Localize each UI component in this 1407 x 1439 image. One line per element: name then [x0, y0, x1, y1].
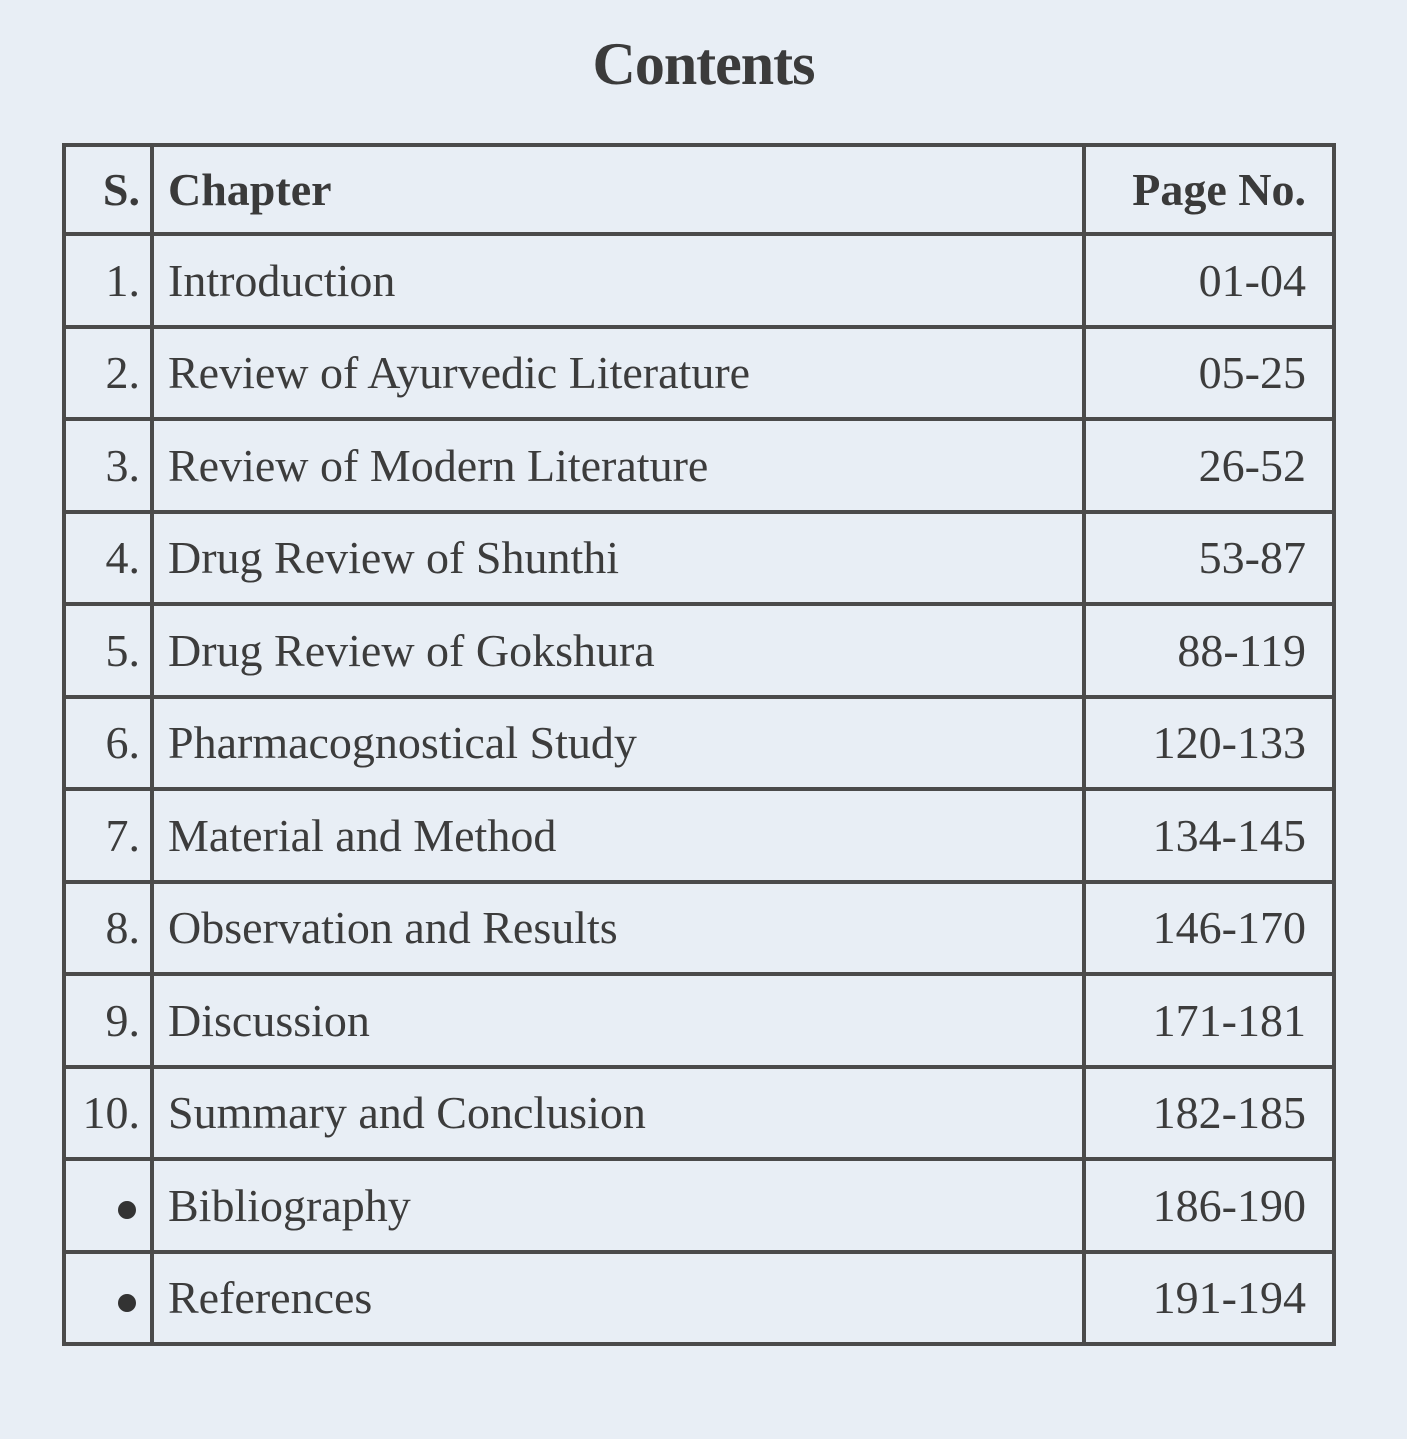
row-sno: 1.: [64, 234, 152, 327]
row-chapter: Introduction: [152, 234, 1084, 327]
row-chapter: Bibliography: [152, 1159, 1084, 1252]
header-page-no: Page No.: [1084, 145, 1334, 234]
row-pages: 53-87: [1084, 512, 1334, 605]
table-row: [64, 1252, 1334, 1345]
row-sno: 9.: [64, 974, 152, 1067]
bullet-icon: [118, 1294, 136, 1312]
row-sno: 7.: [64, 789, 152, 882]
row-pages: 120-133: [1084, 697, 1334, 790]
row-pages: 191-194: [1084, 1252, 1334, 1345]
header-chapter: Chapter: [152, 145, 1084, 234]
row-chapter: Drug Review of Shunthi: [152, 512, 1084, 605]
table-row: [64, 419, 1334, 512]
table-row: [64, 327, 1334, 420]
table-row: [64, 234, 1334, 327]
table-row: [64, 697, 1334, 790]
row-sno: 5.: [64, 604, 152, 697]
header-sno: S.: [64, 145, 152, 234]
row-sno: 4.: [64, 512, 152, 605]
row-pages: 88-119: [1084, 604, 1334, 697]
row-pages: 26-52: [1084, 419, 1334, 512]
row-sno: 2.: [64, 327, 152, 420]
table-row: [64, 512, 1334, 605]
table-row: [64, 1067, 1334, 1160]
table-row: [64, 789, 1334, 882]
row-pages: 134-145: [1084, 789, 1334, 882]
table-row: [64, 1159, 1334, 1252]
row-pages: 171-181: [1084, 974, 1334, 1067]
row-chapter: Material and Method: [152, 789, 1084, 882]
row-pages: 01-04: [1084, 234, 1334, 327]
row-chapter: Drug Review of Gokshura: [152, 604, 1084, 697]
row-bullet: [64, 1252, 152, 1345]
table-row: [64, 604, 1334, 697]
row-sno: 6.: [64, 697, 152, 790]
bullet-icon: [118, 1201, 136, 1219]
row-chapter: References: [152, 1252, 1084, 1345]
header-row: [64, 145, 1334, 234]
row-chapter: Observation and Results: [152, 882, 1084, 975]
page-title: Contents: [592, 31, 815, 97]
row-chapter: Summary and Conclusion: [152, 1067, 1084, 1160]
contents-table: [62, 143, 1336, 1346]
row-pages: 182-185: [1084, 1067, 1334, 1160]
row-sno: 8.: [64, 882, 152, 975]
table-row: [64, 882, 1334, 975]
row-pages: 186-190: [1084, 1159, 1334, 1252]
row-chapter: Review of Ayurvedic Literature: [152, 327, 1084, 420]
row-sno: 3.: [64, 419, 152, 512]
row-pages: 146-170: [1084, 882, 1334, 975]
row-bullet: [64, 1159, 152, 1252]
row-sno: 10.: [64, 1067, 152, 1160]
row-chapter: Discussion: [152, 974, 1084, 1067]
row-chapter: Review of Modern Literature: [152, 419, 1084, 512]
table-row: [64, 974, 1334, 1067]
row-pages: 05-25: [1084, 327, 1334, 420]
row-chapter: Pharmacognostical Study: [152, 697, 1084, 790]
